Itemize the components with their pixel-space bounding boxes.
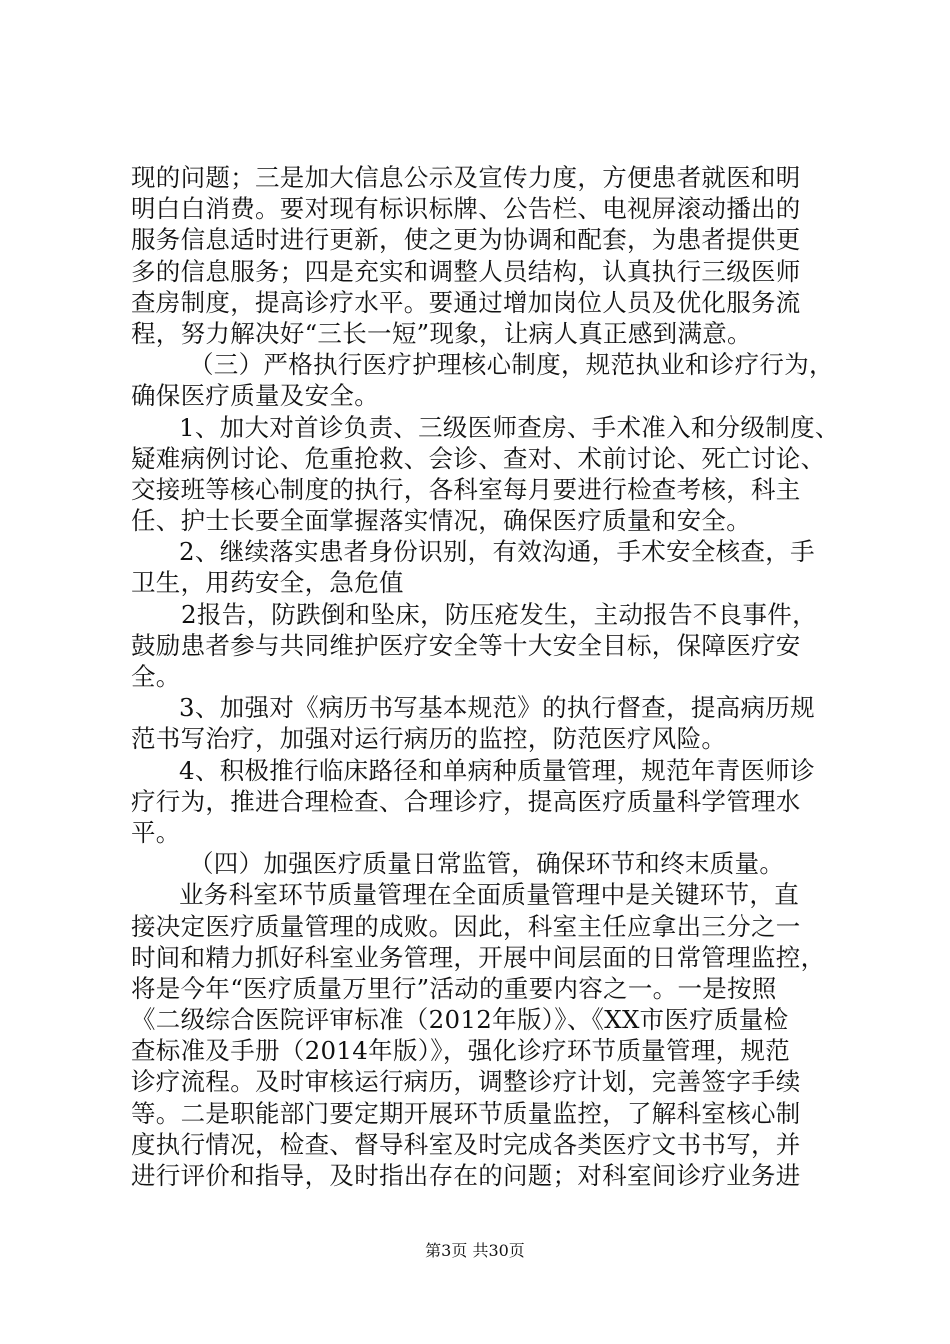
document-body [131, 162, 840, 1191]
text-line: （三）严格执行医疗护理核心制度，规范执业和诊疗行为， [189, 350, 834, 380]
text-line: 范书写治疗，加强对运行病历的监控，防范医疗风险。 [131, 724, 727, 754]
page-footer: 第3页 共30页 [425, 1241, 525, 1260]
text-line: 程，努力解决好“三长一短”现象，让病人真正感到满意。 [131, 318, 752, 348]
text-line: 疗行为，推进合理检查、合理诊疗，提高医疗质量科学管理水 [131, 786, 801, 816]
text-line: 1、加大对首诊负责、三级医师查房、手术准入和分级制度、 [179, 412, 840, 442]
text-line: 确保医疗质量及安全。 [131, 381, 379, 411]
text-line: 进行评价和指导，及时指出存在的问题；对科室间诊疗业务进 [131, 1161, 801, 1190]
text-line: 现的问题；三是加大信息公示及宣传力度，方便患者就医和明 [131, 163, 801, 192]
text-line: 3、加强对《病历书写基本规范》的执行督查，提高病历规 [179, 693, 815, 723]
text-line: 2报告，防跌倒和坠床，防压疮发生，主动报告不良事件， [181, 599, 817, 629]
text-line: 平。 [131, 817, 181, 847]
text-line: 卫生，用药安全，急危值 [131, 568, 404, 598]
text-line: 将是今年“医疗质量万里行”活动的重要内容之一。一是按照 [131, 973, 777, 1003]
text-line: 时间和精力抓好科室业务管理，开展中间层面的日常管理监控， [131, 942, 826, 972]
text-line: 查房制度，提高诊疗水平。要通过增加岗位人员及优化服务流 [131, 287, 801, 317]
text-line: 2、继续落实患者身份识别，有效沟通，手术安全核查，手 [179, 537, 815, 567]
text-line: 疑难病例讨论、危重抢救、会诊、查对、术前讨论、死亡讨论、 [131, 443, 826, 473]
text-line: （四）加强医疗质量日常监管，确保环节和终末质量。 [189, 849, 785, 879]
text-line: 交接班等核心制度的执行，各科室每月要进行检查考核，科主 [131, 474, 801, 504]
text-line: 等。二是职能部门要定期开展环节质量监控，了解科室核心制 [131, 1098, 801, 1128]
text-line: 4、积极推行临床路径和单病种质量管理，规范年青医师诊 [179, 755, 815, 785]
text-line: 业务科室环节质量管理在全面质量管理中是关键环节，直 [179, 880, 799, 910]
text-line: 明白白消费。要对现有标识标牌、公告栏、电视屏滚动播出的 [131, 194, 801, 224]
text-line: 任、护士长要全面掌握落实情况，确保医疗质量和安全。 [131, 506, 751, 536]
text-line: 鼓励患者参与共同维护医疗安全等十大安全目标，保障医疗安 [131, 630, 801, 660]
text-line: 《二级综合医院评审标准（2012年版）》、《XX市医疗质量检 [131, 1005, 789, 1035]
text-line: 查标准及手册（2014年版）》，强化诊疗环节质量管理，规范 [131, 1036, 791, 1066]
text-line: 诊疗流程。及时审核运行病历，调整诊疗计划，完善签字手续 [131, 1067, 801, 1097]
text-line: 服务信息适时进行更新，使之更为协调和配套，为患者提供更 [131, 225, 801, 255]
text-line: 全。 [131, 662, 181, 691]
text-line: 多的信息服务；四是充实和调整人员结构，认真执行三级医师 [131, 256, 801, 286]
text-line: 接决定医疗质量管理的成败。因此，科室主任应拿出三分之一 [131, 911, 801, 941]
text-line: 度执行情况，检查、督导科室及时完成各类医疗文书书写，并 [131, 1129, 801, 1159]
